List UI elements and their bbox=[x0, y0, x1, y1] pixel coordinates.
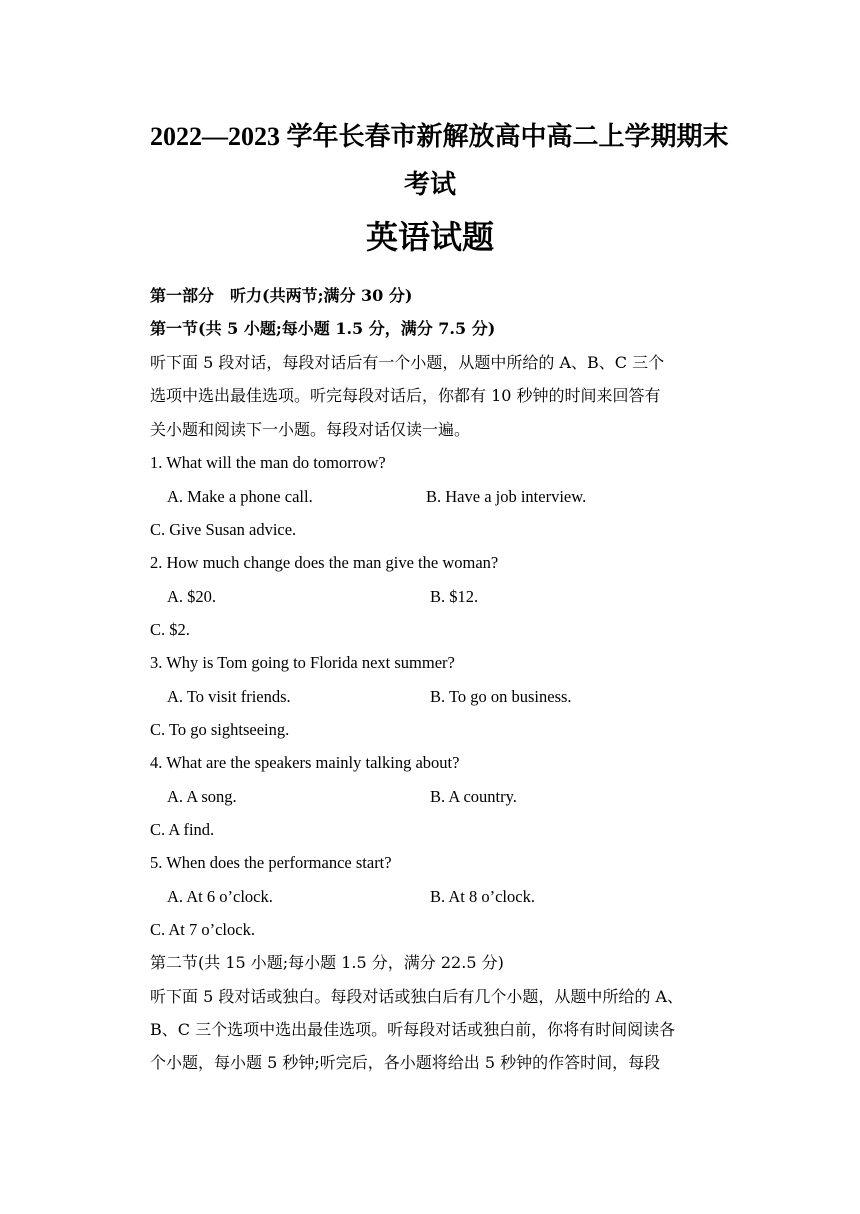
question-stem: 5. When does the performance start? bbox=[150, 853, 392, 872]
question-option-a: A. To visit friends. bbox=[167, 687, 291, 706]
exam-subject: 英语试题 bbox=[365, 218, 494, 256]
question-stem: 4. What are the speakers mainly talking about? bbox=[150, 753, 460, 772]
question-option-b: B. $12. bbox=[430, 587, 479, 606]
exam-title-line1: 2022—2023 学年长春市新解放高中高二上学期期末 bbox=[150, 122, 729, 151]
part1-heading: 第一部分 听力(共两节;满分 30 分) bbox=[150, 286, 413, 305]
section1-instruction-line: 选项中选出最佳选项。听完每段对话后，你都有 10 秒钟的时间来回答有 bbox=[150, 386, 661, 405]
question-option-a: A. A song. bbox=[167, 787, 237, 806]
section2-instruction-line: B、C 三个选项中选出最佳选项。听每段对话或独白前，你将有时间阅读各 bbox=[150, 1020, 676, 1039]
question-stem: 3. Why is Tom going to Florida next summer? bbox=[150, 653, 455, 672]
question-option-c: C. $2. bbox=[150, 620, 190, 639]
section1-instruction-line: 听下面 5 段对话，每段对话后有一个小题，从题中所给的 A、B、C 三个 bbox=[150, 353, 665, 372]
question-stem: 2. How much change does the man give the woman? bbox=[150, 553, 499, 572]
question-option-b: B. Have a job interview. bbox=[426, 487, 587, 506]
question-option-a: A. Make a phone call. bbox=[167, 487, 313, 506]
section2-heading: 第二节(共 15 小题;每小题 1.5 分，满分 22.5 分) bbox=[150, 953, 504, 972]
question-option-c: C. Give Susan advice. bbox=[150, 520, 297, 539]
question-option-b: B. A country. bbox=[430, 787, 517, 806]
section1-heading: 第一节(共 5 小题;每小题 1.5 分，满分 7.5 分) bbox=[150, 319, 496, 338]
section1-instruction-line: 关小题和阅读下一小题。每段对话仅读一遍。 bbox=[150, 420, 471, 439]
question-option-c: C. To go sightseeing. bbox=[150, 720, 290, 739]
question-option-c: C. At 7 o’clock. bbox=[150, 920, 255, 939]
section2-instruction-line: 听下面 5 段对话或独白。每段对话或独白后有几个小题，从题中所给的 A、 bbox=[150, 987, 683, 1006]
question-option-b: B. To go on business. bbox=[430, 687, 572, 706]
exam-title-line2: 考试 bbox=[403, 170, 456, 199]
question-stem: 1. What will the man do tomorrow? bbox=[150, 453, 386, 472]
section2-instruction-line: 个小题，每小题 5 秒钟;听完后，各小题将给出 5 秒钟的作答时间，每段 bbox=[150, 1053, 661, 1072]
question-option-a: A. At 6 o’clock. bbox=[167, 887, 273, 906]
question-option-b: B. At 8 o’clock. bbox=[430, 887, 535, 906]
question-option-a: A. $20. bbox=[167, 587, 217, 606]
question-option-c: C. A find. bbox=[150, 820, 215, 839]
